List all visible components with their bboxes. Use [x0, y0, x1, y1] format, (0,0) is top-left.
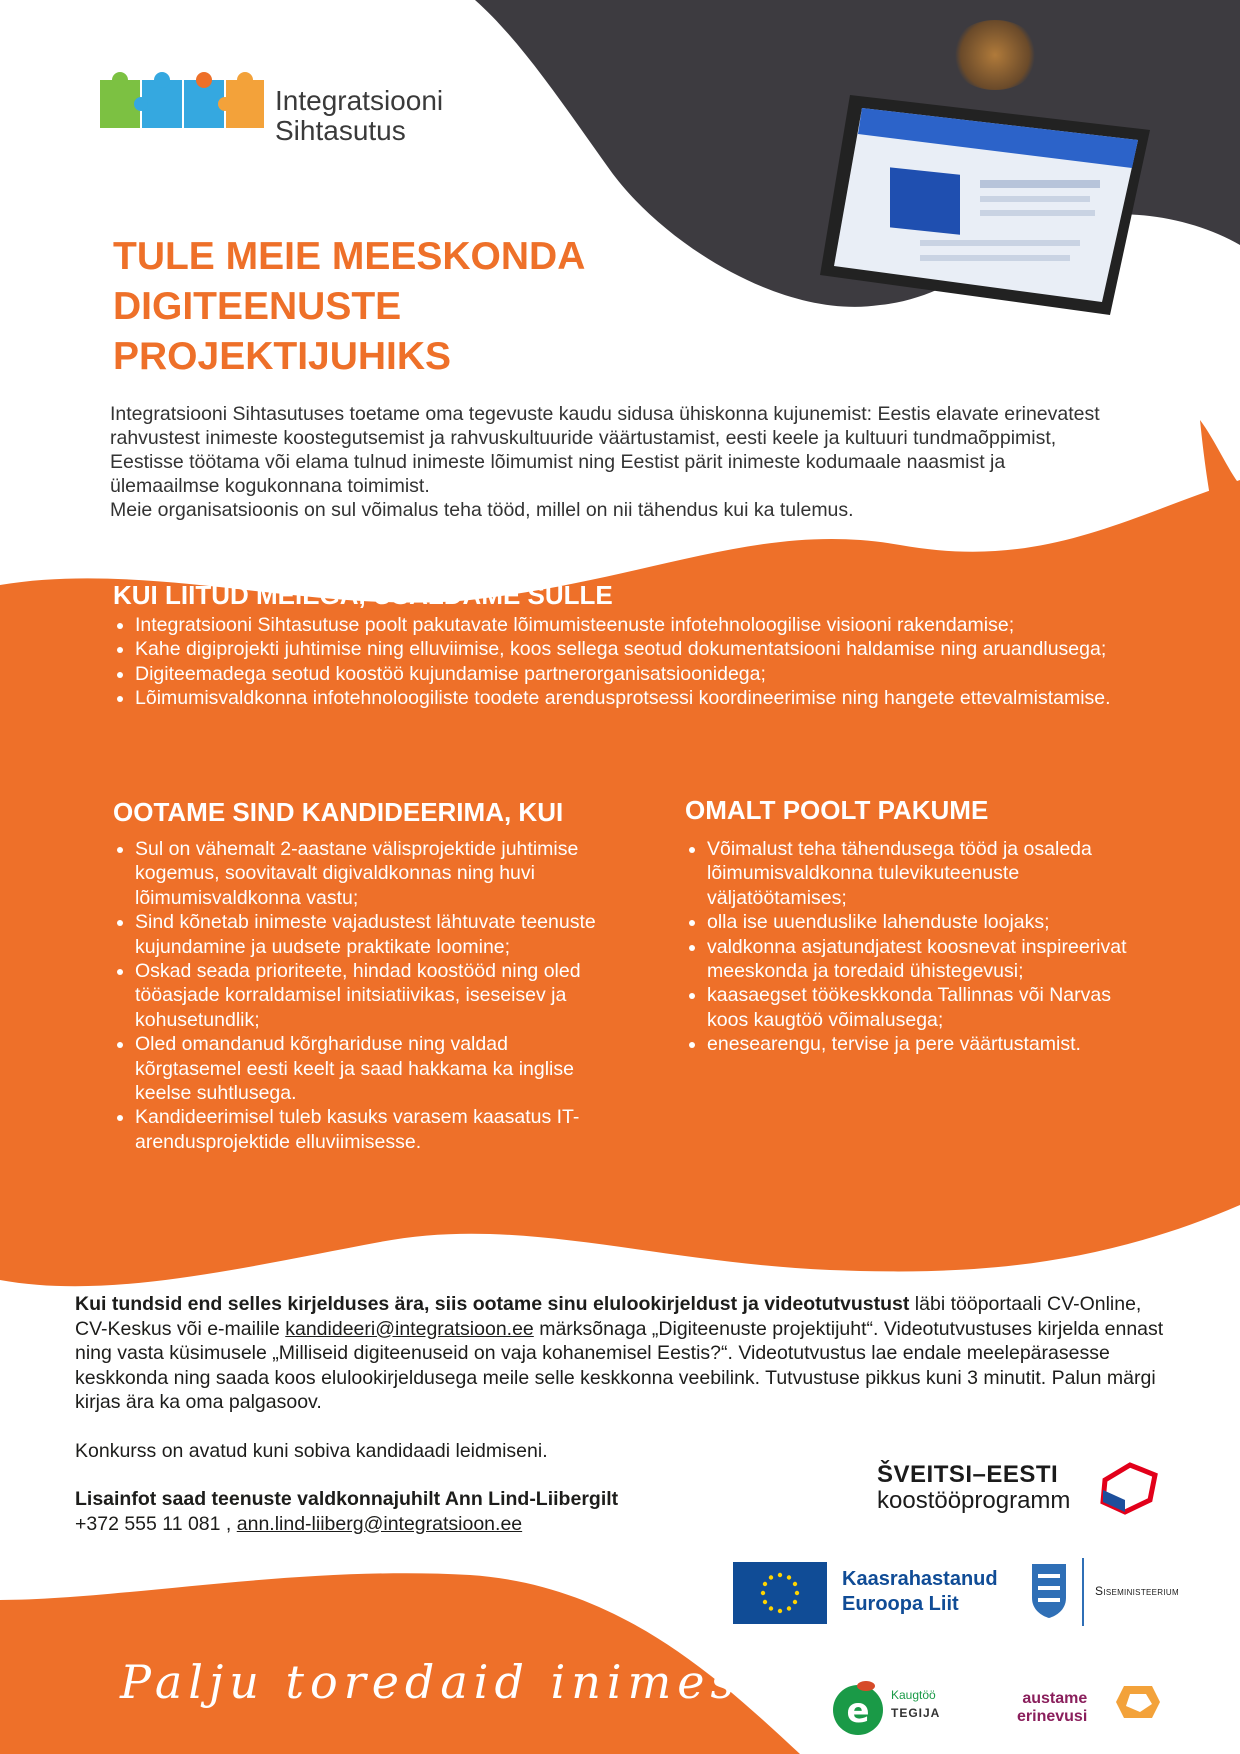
- remote-line1: Kaugtöö: [891, 1688, 936, 1702]
- eu-line1: Kaasrahastanud: [842, 1568, 998, 1590]
- eu-flag-icon: [733, 1562, 827, 1624]
- remote-line2: TEGIJA: [891, 1706, 941, 1720]
- list-item: • Võimalust teha tähendusega tööd ja osaleda lõimumisvaldkonna tulevikuteenuste väljatöötamises;: [707, 837, 1155, 910]
- list-item: • Integratsiooni Sihtasutuse poolt pakutavate lõimumisteenuste infotehnoloogilise visiooni rakendamise;: [135, 613, 1123, 637]
- contact-line: [75, 1512, 1165, 1537]
- offer-heading: OMALT POOLT PAKUME: [685, 795, 989, 825]
- laptop-image: [820, 90, 1160, 320]
- list-item: • kaasaegset töökeskkonda Tallinnas või Narvas koos kaugtöö võimalusega;: [707, 983, 1155, 1032]
- intro-text: [110, 402, 1120, 522]
- flower-decor: [950, 20, 1040, 90]
- apply-heading: OOTAME SIND KANDIDEERIMA, KUI: [113, 797, 564, 827]
- page-title: [113, 232, 673, 382]
- offer-section: [685, 795, 1155, 1057]
- swiss-program-logo: [877, 1462, 1070, 1514]
- list-item: • Lõimumisvaldkonna infotehnoloogiliste toodete arendusprotsessi koordineerimise ning hangete ettevalmistamise.: [135, 686, 1123, 710]
- remote-work-icon: [828, 1678, 888, 1738]
- list-item: • Sul on vähemalt 2-aastane välisprojektide juhtimise kogemus, soovitavalt digivaldkonnas ning huvi lõimumisvaldkonna vastu;: [135, 837, 613, 910]
- list-item: • valdkonna asjatundjatest koosnevat inspireerivat meeskonda ja toredaid ühistegevusi;: [707, 935, 1155, 984]
- list-item: • Sind kõnetab inimeste vajadustest lähtuvate teenuste kujundamine ja uudsete praktikate loomine;: [135, 910, 613, 959]
- org-name-line2: Sihtasutus: [275, 115, 406, 146]
- swiss-line1: ŠVEITSI–EESTI: [877, 1461, 1059, 1488]
- list-item: • Oskad seada prioriteete, hindad koostööd ning oled tööasjade korraldamisel initsiatiivikas, iseseisev ja kohusetundlik;: [135, 959, 613, 1032]
- eu-line2: Euroopa Liit: [842, 1593, 959, 1615]
- ministry-name: Siseministeerium: [1095, 1584, 1179, 1598]
- diversity-text: [1017, 1690, 1087, 1726]
- diversity-line2: erinevusi: [1017, 1708, 1088, 1725]
- open-until-text: Konkurss on avatud kuni sobiva kandidaadi leidmiseni.: [75, 1439, 548, 1462]
- offer-list: [685, 837, 1155, 1057]
- org-name: [275, 86, 443, 146]
- remote-work-text: [891, 1686, 940, 1722]
- title-line3: PROJEKTIJUHIKS: [113, 335, 452, 378]
- list-item: • Kandideerimisel tuleb kasuks varasem kaasatus IT-arendusprojektide elluviimisesse.: [135, 1105, 613, 1154]
- diversity-line1: austame: [1022, 1690, 1088, 1707]
- apply-info-lead: Kui tundsid end selles kirjelduses ära, siis ootame sinu elulookirjeldust ja videotutvustust: [75, 1293, 910, 1315]
- ministry-divider: [1082, 1558, 1084, 1626]
- intro-paragraph-1: Integratsiooni Sihtasutuses toetame oma tegevuste kaudu sidusa ühiskonna kujunemist: Eestis elavate erinevatest rahvustest inimeste koostegutsemist ja rahvuskultuuride väärtustamist, eesti keele ja kultuuri tundmaõppimist, Eestisse töötama või elama tulnud inimeste lõimumist ning Eestist pärit inimeste kodumaale naasmist ja ülemaailmse kogukonnana toimimist.: [110, 403, 1100, 497]
- list-item: • Kahe digiprojekti juhtimise ning elluviimise, koos sellega seotud dokumentatsiooni haldamise ning aruandlusega;: [135, 637, 1123, 661]
- trust-heading: KUI LIITUD MEIEGA, USALDAME SULLE: [113, 580, 613, 610]
- svg-text:e: e: [846, 1691, 870, 1731]
- contact-phone: +372 555 11 081 ,: [75, 1512, 237, 1535]
- trust-section: [113, 580, 1123, 711]
- apply-email-link[interactable]: kandideeri@integratsioon.ee: [285, 1317, 534, 1340]
- trust-list: [113, 613, 1123, 711]
- apply-list: [113, 837, 613, 1154]
- eu-text: [842, 1567, 998, 1617]
- swiss-line2: koostööprogramm: [877, 1487, 1071, 1514]
- title-line1: TULE MEIE MEESKONDA: [113, 235, 586, 278]
- list-item: • Digiteemadega seotud koostöö kujundamise partnerorganisatsioonidega;: [135, 662, 1123, 686]
- apply-info-paragraph: [75, 1292, 1165, 1415]
- title-line2: DIGITEENUSTE: [113, 285, 402, 328]
- apply-info-text-a: läbi tööportaali CV-Online, CV-Keskus või e-mailile: [75, 1293, 1142, 1340]
- list-item: • olla ise uuenduslike lahenduste loojaks;: [707, 910, 1155, 934]
- estonia-coat-of-arms-icon: [1030, 1560, 1068, 1620]
- diversity-hexagon-icon: [1112, 1682, 1162, 1727]
- signature-text: Palju toredaid inimesi!: [120, 1655, 786, 1709]
- list-item: • Oled omandanud kõrghariduse ning valdad kõrgtasemel eesti keelt ja saad hakkama ka inglise keelse suhtlusega.: [135, 1032, 613, 1105]
- org-name-line1: Integratsiooni: [275, 85, 444, 116]
- contact-email-link[interactable]: ann.lind-liiberg@integratsioon.ee: [236, 1512, 523, 1535]
- intro-paragraph-2: Meie organisatsioonis on sul võimalus teha tööd, millel on nii tähendus kui ka tulemus.: [110, 499, 854, 521]
- puzzle-logo-icon: [100, 70, 265, 143]
- list-item: • enesearengu, tervise ja pere väärtustamist.: [707, 1032, 1155, 1056]
- apply-info-text-b: märksõnaga „Digiteenuste projektijuht“. Videotutvustuses kirjelda ennast ning vasta küsimusele „Milliseid digiteenuseid on vaja kohanemisel Eestis?“. Videotutvustus lae endale meelepärasesse keskkonda ning saada koos elulookirjeldusega meile selle keskkonna veebilink. Tutvustuse pikkus kuni 3 minutit. Palun märgi kirjas ära ka oma palgasoov.: [75, 1317, 1164, 1413]
- swiss-cube-icon: [1095, 1460, 1165, 1520]
- laptop-photo: [820, 90, 1160, 320]
- remote-work-logo: [828, 1678, 888, 1743]
- apply-section: [113, 797, 613, 1154]
- contact-bold: Lisainfot saad teenuste valdkonnajuhilt Ann Lind-Liibergilt: [75, 1488, 619, 1510]
